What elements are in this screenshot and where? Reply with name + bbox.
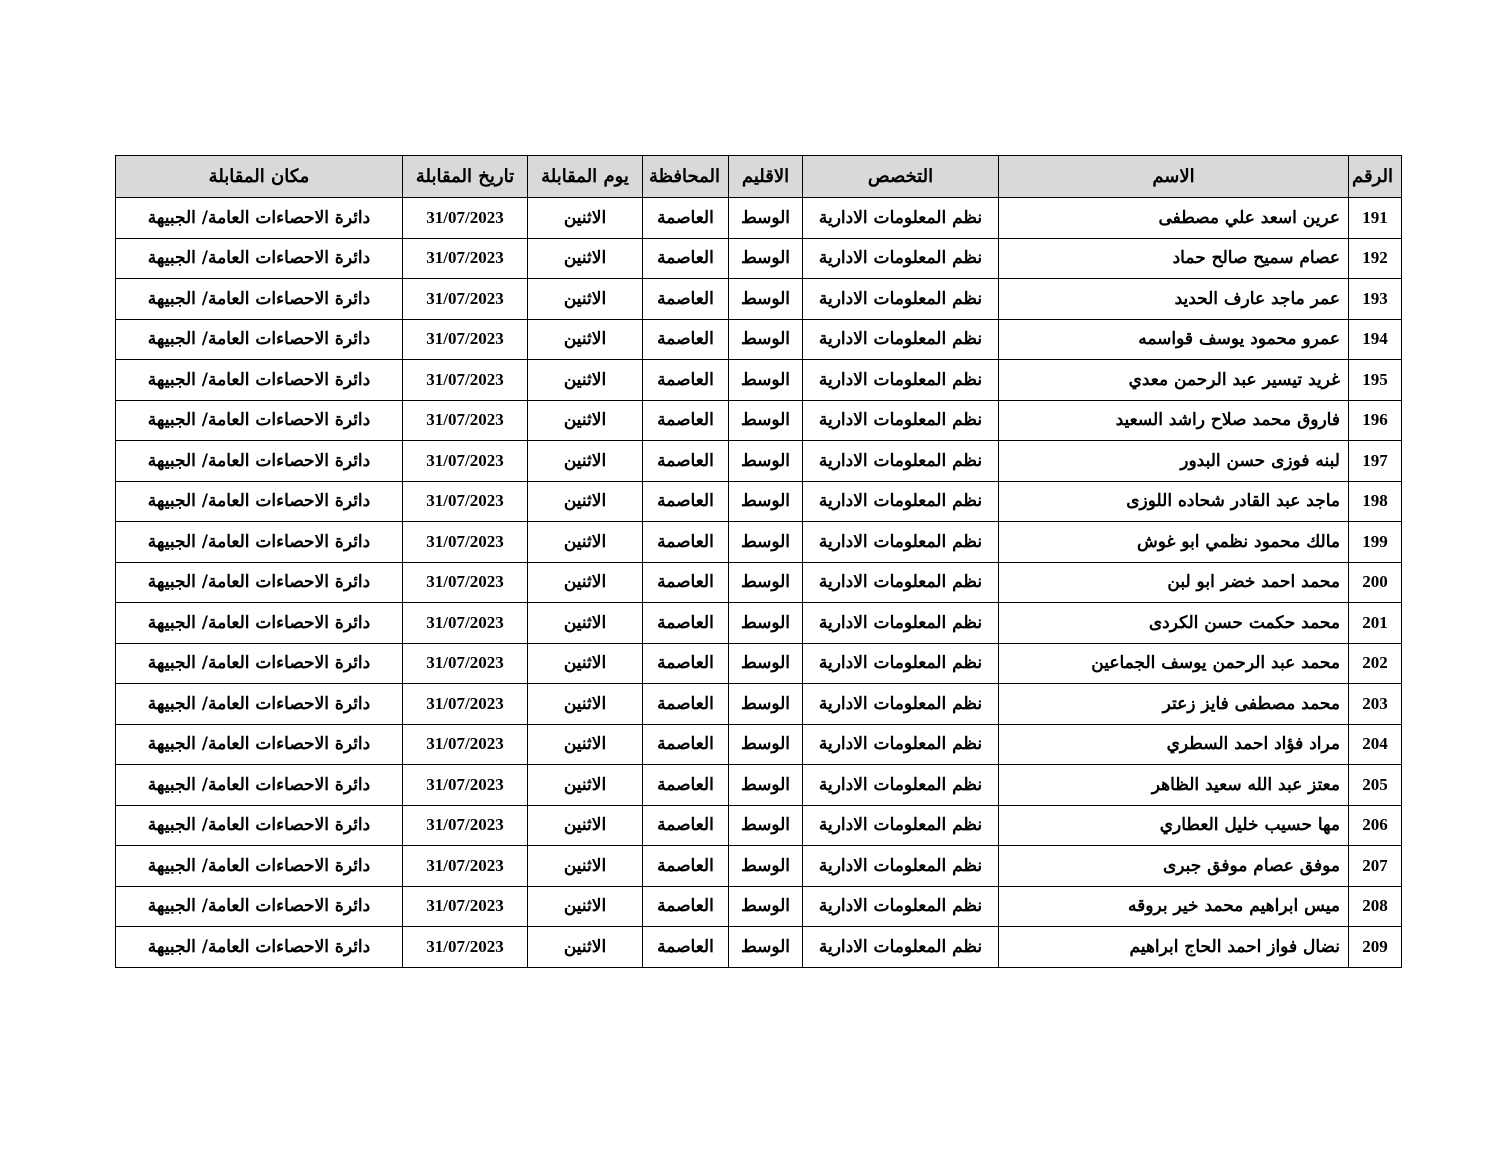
cell-name: مالك محمود نظمي ابو غوش — [999, 522, 1349, 563]
table-row — [116, 765, 1402, 806]
cell-num: 192 — [1349, 238, 1402, 279]
cell-specialization: نظم المعلومات الادارية — [803, 562, 999, 603]
cell-specialization: نظم المعلومات الادارية — [803, 522, 999, 563]
cell-num: 199 — [1349, 522, 1402, 563]
cell-name: ميس ابراهيم محمد خير بروقه — [999, 886, 1349, 927]
cell-name: معتز عبد الله سعيد الظاهر — [999, 765, 1349, 806]
table-row — [116, 846, 1402, 887]
cell-day: الاثنين — [528, 279, 643, 320]
cell-day: الاثنين — [528, 927, 643, 968]
cell-governorate: العاصمة — [643, 238, 729, 279]
cell-region: الوسط — [729, 198, 803, 239]
cell-name: لبنه فوزى حسن البدور — [999, 441, 1349, 482]
header-date: تاريخ المقابلة — [403, 156, 528, 198]
cell-name: محمد عبد الرحمن يوسف الجماعين — [999, 643, 1349, 684]
cell-day: الاثنين — [528, 724, 643, 765]
cell-place: دائرة الاحصاءات العامة/ الجبيهة — [116, 562, 403, 603]
table-row — [116, 562, 1402, 603]
cell-day: الاثنين — [528, 886, 643, 927]
table-row — [116, 805, 1402, 846]
cell-region: الوسط — [729, 522, 803, 563]
cell-date: 31/07/2023 — [403, 643, 528, 684]
table-row — [116, 522, 1402, 563]
cell-region: الوسط — [729, 481, 803, 522]
cell-num: 202 — [1349, 643, 1402, 684]
header-name: الاسم — [999, 156, 1349, 198]
table-row — [116, 198, 1402, 239]
cell-specialization: نظم المعلومات الادارية — [803, 684, 999, 725]
cell-day: الاثنين — [528, 238, 643, 279]
cell-governorate: العاصمة — [643, 765, 729, 806]
table-row — [116, 400, 1402, 441]
cell-name: غريد تيسير عبد الرحمن معدي — [999, 360, 1349, 401]
header-row — [116, 156, 1402, 198]
cell-place: دائرة الاحصاءات العامة/ الجبيهة — [116, 643, 403, 684]
cell-region: الوسط — [729, 886, 803, 927]
table-row — [116, 684, 1402, 725]
cell-place: دائرة الاحصاءات العامة/ الجبيهة — [116, 886, 403, 927]
table-row — [116, 724, 1402, 765]
cell-date: 31/07/2023 — [403, 846, 528, 887]
cell-governorate: العاصمة — [643, 846, 729, 887]
cell-day: الاثنين — [528, 198, 643, 239]
cell-date: 31/07/2023 — [403, 198, 528, 239]
cell-region: الوسط — [729, 927, 803, 968]
cell-name: محمد حكمت حسن الكردى — [999, 603, 1349, 644]
cell-date: 31/07/2023 — [403, 684, 528, 725]
cell-governorate: العاصمة — [643, 643, 729, 684]
header-region: الاقليم — [729, 156, 803, 198]
cell-governorate: العاصمة — [643, 562, 729, 603]
cell-day: الاثنين — [528, 643, 643, 684]
cell-specialization: نظم المعلومات الادارية — [803, 805, 999, 846]
cell-day: الاثنين — [528, 481, 643, 522]
cell-governorate: العاصمة — [643, 805, 729, 846]
cell-date: 31/07/2023 — [403, 886, 528, 927]
cell-region: الوسط — [729, 846, 803, 887]
cell-num: 200 — [1349, 562, 1402, 603]
table-row — [116, 441, 1402, 482]
cell-region: الوسط — [729, 724, 803, 765]
cell-date: 31/07/2023 — [403, 603, 528, 644]
cell-place: دائرة الاحصاءات العامة/ الجبيهة — [116, 238, 403, 279]
cell-region: الوسط — [729, 279, 803, 320]
cell-day: الاثنين — [528, 522, 643, 563]
cell-day: الاثنين — [528, 400, 643, 441]
cell-specialization: نظم المعلومات الادارية — [803, 400, 999, 441]
cell-date: 31/07/2023 — [403, 400, 528, 441]
table-row — [116, 481, 1402, 522]
cell-num: 193 — [1349, 279, 1402, 320]
cell-specialization: نظم المعلومات الادارية — [803, 441, 999, 482]
cell-region: الوسط — [729, 765, 803, 806]
cell-num: 194 — [1349, 319, 1402, 360]
cell-name: عمر ماجد عارف الحديد — [999, 279, 1349, 320]
cell-name: عرين اسعد علي مصطفى — [999, 198, 1349, 239]
cell-place: دائرة الاحصاءات العامة/ الجبيهة — [116, 360, 403, 401]
cell-specialization: نظم المعلومات الادارية — [803, 846, 999, 887]
cell-num: 204 — [1349, 724, 1402, 765]
cell-num: 203 — [1349, 684, 1402, 725]
cell-day: الاثنين — [528, 562, 643, 603]
cell-num: 195 — [1349, 360, 1402, 401]
header-specialization: التخصص — [803, 156, 999, 198]
cell-place: دائرة الاحصاءات العامة/ الجبيهة — [116, 400, 403, 441]
table-row — [116, 238, 1402, 279]
header-day: يوم المقابلة — [528, 156, 643, 198]
cell-specialization: نظم المعلومات الادارية — [803, 765, 999, 806]
header-num: الرقم — [1349, 156, 1402, 198]
table-row — [116, 279, 1402, 320]
cell-specialization: نظم المعلومات الادارية — [803, 198, 999, 239]
cell-num: 196 — [1349, 400, 1402, 441]
cell-governorate: العاصمة — [643, 400, 729, 441]
cell-specialization: نظم المعلومات الادارية — [803, 927, 999, 968]
cell-day: الاثنين — [528, 805, 643, 846]
interview-schedule-table — [115, 155, 1402, 968]
cell-governorate: العاصمة — [643, 522, 729, 563]
cell-name: ماجد عبد القادر شحاده اللوزى — [999, 481, 1349, 522]
cell-date: 31/07/2023 — [403, 238, 528, 279]
cell-place: دائرة الاحصاءات العامة/ الجبيهة — [116, 927, 403, 968]
cell-governorate: العاصمة — [643, 603, 729, 644]
table-row — [116, 603, 1402, 644]
cell-governorate: العاصمة — [643, 481, 729, 522]
cell-specialization: نظم المعلومات الادارية — [803, 279, 999, 320]
cell-region: الوسط — [729, 643, 803, 684]
cell-governorate: العاصمة — [643, 886, 729, 927]
cell-date: 31/07/2023 — [403, 319, 528, 360]
header-governorate: المحافظة — [643, 156, 729, 198]
cell-specialization: نظم المعلومات الادارية — [803, 886, 999, 927]
cell-day: الاثنين — [528, 360, 643, 401]
cell-place: دائرة الاحصاءات العامة/ الجبيهة — [116, 279, 403, 320]
cell-region: الوسط — [729, 684, 803, 725]
cell-place: دائرة الاحصاءات العامة/ الجبيهة — [116, 846, 403, 887]
table-row — [116, 360, 1402, 401]
cell-name: عمرو محمود يوسف قواسمه — [999, 319, 1349, 360]
cell-region: الوسط — [729, 238, 803, 279]
cell-name: نضال فواز احمد الحاج ابراهيم — [999, 927, 1349, 968]
cell-num: 209 — [1349, 927, 1402, 968]
cell-region: الوسط — [729, 400, 803, 441]
cell-date: 31/07/2023 — [403, 562, 528, 603]
cell-specialization: نظم المعلومات الادارية — [803, 643, 999, 684]
cell-governorate: العاصمة — [643, 279, 729, 320]
cell-name: موفق عصام موفق جبرى — [999, 846, 1349, 887]
cell-region: الوسط — [729, 805, 803, 846]
document-sheet — [115, 155, 1401, 968]
table-header — [116, 156, 1402, 198]
cell-name: مها حسيب خليل العطاري — [999, 805, 1349, 846]
cell-num: 207 — [1349, 846, 1402, 887]
cell-governorate: العاصمة — [643, 684, 729, 725]
cell-place: دائرة الاحصاءات العامة/ الجبيهة — [116, 198, 403, 239]
cell-num: 191 — [1349, 198, 1402, 239]
cell-governorate: العاصمة — [643, 724, 729, 765]
cell-date: 31/07/2023 — [403, 765, 528, 806]
cell-num: 205 — [1349, 765, 1402, 806]
cell-name: مراد فؤاد احمد السطري — [999, 724, 1349, 765]
cell-num: 201 — [1349, 603, 1402, 644]
cell-region: الوسط — [729, 319, 803, 360]
cell-specialization: نظم المعلومات الادارية — [803, 481, 999, 522]
cell-name: محمد مصطفى فايز زعتر — [999, 684, 1349, 725]
cell-num: 197 — [1349, 441, 1402, 482]
table-row — [116, 886, 1402, 927]
cell-region: الوسط — [729, 603, 803, 644]
cell-place: دائرة الاحصاءات العامة/ الجبيهة — [116, 481, 403, 522]
cell-specialization: نظم المعلومات الادارية — [803, 360, 999, 401]
cell-governorate: العاصمة — [643, 319, 729, 360]
cell-place: دائرة الاحصاءات العامة/ الجبيهة — [116, 805, 403, 846]
cell-day: الاثنين — [528, 765, 643, 806]
cell-date: 31/07/2023 — [403, 481, 528, 522]
cell-specialization: نظم المعلومات الادارية — [803, 603, 999, 644]
cell-date: 31/07/2023 — [403, 805, 528, 846]
cell-governorate: العاصمة — [643, 927, 729, 968]
cell-date: 31/07/2023 — [403, 522, 528, 563]
cell-governorate: العاصمة — [643, 360, 729, 401]
cell-name: محمد احمد خضر ابو لبن — [999, 562, 1349, 603]
cell-place: دائرة الاحصاءات العامة/ الجبيهة — [116, 319, 403, 360]
cell-day: الاثنين — [528, 441, 643, 482]
cell-governorate: العاصمة — [643, 198, 729, 239]
cell-place: دائرة الاحصاءات العامة/ الجبيهة — [116, 724, 403, 765]
cell-day: الاثنين — [528, 846, 643, 887]
cell-region: الوسط — [729, 562, 803, 603]
cell-num: 208 — [1349, 886, 1402, 927]
cell-day: الاثنين — [528, 684, 643, 725]
cell-date: 31/07/2023 — [403, 724, 528, 765]
cell-region: الوسط — [729, 360, 803, 401]
cell-specialization: نظم المعلومات الادارية — [803, 724, 999, 765]
table-row — [116, 643, 1402, 684]
cell-date: 31/07/2023 — [403, 279, 528, 320]
cell-date: 31/07/2023 — [403, 927, 528, 968]
cell-specialization: نظم المعلومات الادارية — [803, 238, 999, 279]
cell-date: 31/07/2023 — [403, 441, 528, 482]
header-place: مكان المقابلة — [116, 156, 403, 198]
cell-region: الوسط — [729, 441, 803, 482]
cell-name: فاروق محمد صلاح راشد السعيد — [999, 400, 1349, 441]
cell-governorate: العاصمة — [643, 441, 729, 482]
table-row — [116, 319, 1402, 360]
cell-num: 206 — [1349, 805, 1402, 846]
cell-place: دائرة الاحصاءات العامة/ الجبيهة — [116, 765, 403, 806]
cell-day: الاثنين — [528, 319, 643, 360]
cell-place: دائرة الاحصاءات العامة/ الجبيهة — [116, 684, 403, 725]
cell-name: عصام سميح صالح حماد — [999, 238, 1349, 279]
cell-num: 198 — [1349, 481, 1402, 522]
cell-place: دائرة الاحصاءات العامة/ الجبيهة — [116, 603, 403, 644]
table-row — [116, 927, 1402, 968]
cell-specialization: نظم المعلومات الادارية — [803, 319, 999, 360]
cell-date: 31/07/2023 — [403, 360, 528, 401]
cell-place: دائرة الاحصاءات العامة/ الجبيهة — [116, 441, 403, 482]
cell-day: الاثنين — [528, 603, 643, 644]
cell-place: دائرة الاحصاءات العامة/ الجبيهة — [116, 522, 403, 563]
table-body — [116, 198, 1402, 968]
